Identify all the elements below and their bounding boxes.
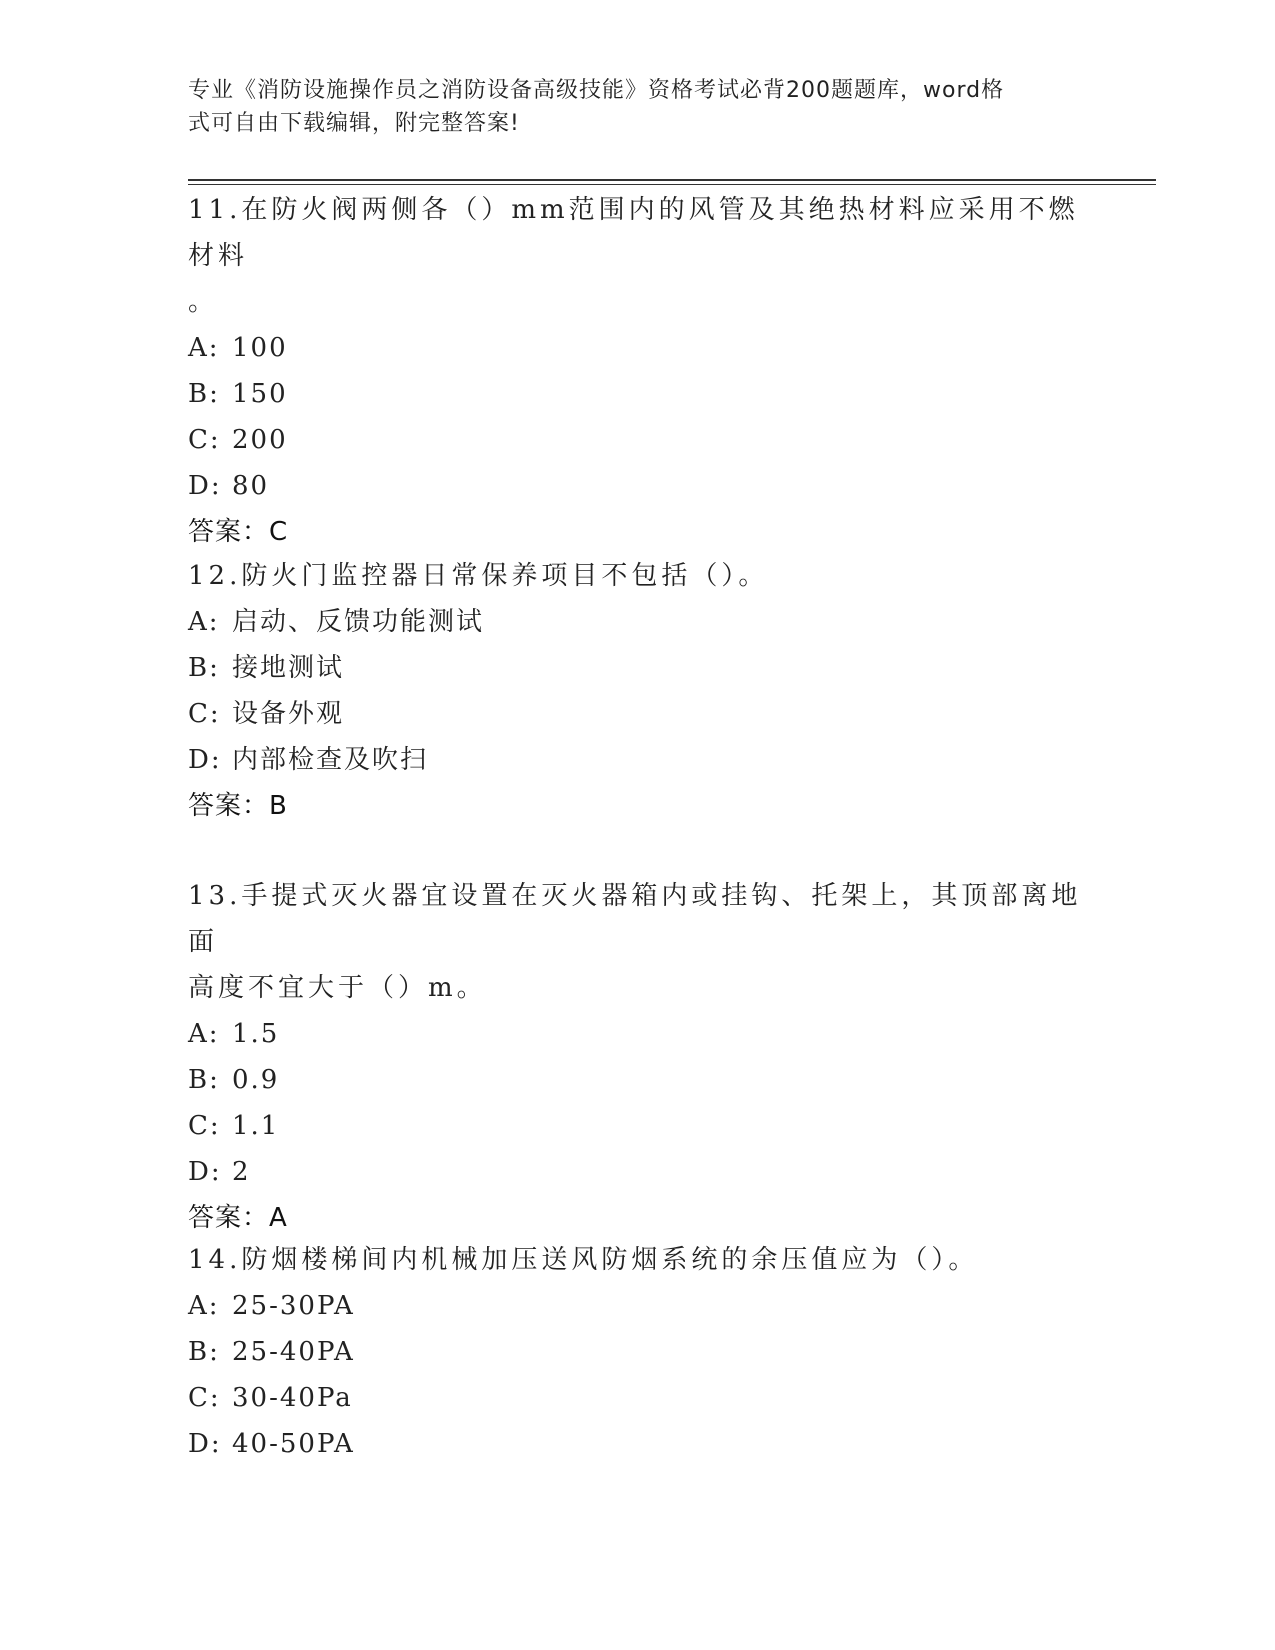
- header-line-1: 专业《消防设施操作员之消防设备高级技能》资格考试必背200题题库，word格: [188, 78, 1005, 103]
- option-letter: C:: [188, 1383, 221, 1413]
- option-text: 30-40Pa: [232, 1383, 353, 1413]
- option-c: [188, 1375, 1088, 1421]
- option-letter: C:: [188, 425, 221, 455]
- option-b: [188, 371, 1088, 417]
- option-text: 40-50PA: [232, 1429, 355, 1459]
- option-text: 100: [232, 333, 288, 363]
- option-letter: B:: [188, 379, 220, 409]
- option-letter: A:: [188, 607, 220, 637]
- question-12: [188, 553, 1088, 829]
- option-d: [188, 463, 1088, 509]
- question-14: [188, 1237, 1088, 1467]
- option-text: 25-30PA: [232, 1291, 355, 1321]
- question-11: [188, 187, 1088, 555]
- option-text: 1.1: [232, 1111, 280, 1141]
- question-text-line-1: 13.手提式灭火器宜设置在灭火器箱内或挂钩、托架上，其顶部离地面: [188, 881, 1082, 957]
- option-d: [188, 737, 1088, 783]
- option-d: [188, 1149, 1088, 1195]
- option-text: 80: [232, 471, 270, 501]
- answer-line: 答案：B: [188, 791, 288, 821]
- option-text: 设备外观: [232, 699, 345, 729]
- option-c: [188, 417, 1088, 463]
- option-letter: D:: [188, 745, 222, 775]
- option-text: 内部检查及吹扫: [232, 745, 429, 775]
- option-letter: B:: [188, 653, 220, 683]
- option-letter: A:: [188, 1291, 220, 1321]
- option-letter: A:: [188, 333, 220, 363]
- option-a: [188, 1011, 1088, 1057]
- option-text: 0.9: [232, 1065, 280, 1095]
- option-letter: D:: [188, 1429, 222, 1459]
- option-text: 200: [232, 425, 288, 455]
- header-line-2: 式可自由下载编辑，附完整答案!: [188, 111, 520, 136]
- option-text: 启动、反馈功能测试: [232, 607, 485, 637]
- option-b: [188, 645, 1088, 691]
- option-text: 1.5: [232, 1019, 280, 1049]
- header-divider-thick: [188, 179, 1156, 181]
- question-text-line-1: 11.在防火阀两侧各（）mm范围内的风管及其绝热材料应采用不燃材料: [188, 195, 1079, 271]
- option-letter: D:: [188, 1157, 222, 1187]
- question-13: [188, 873, 1088, 1241]
- option-c: [188, 1103, 1088, 1149]
- option-text: 25-40PA: [232, 1337, 355, 1367]
- option-letter: A:: [188, 1019, 220, 1049]
- option-letter: C:: [188, 699, 221, 729]
- question-text-line-2: 高度不宜大于（）m。: [188, 973, 487, 1003]
- option-letter: B:: [188, 1065, 220, 1095]
- option-a: [188, 599, 1088, 645]
- option-d: [188, 1421, 1088, 1467]
- option-letter: B:: [188, 1337, 220, 1367]
- question-text-line-1: 14.防烟楼梯间内机械加压送风防烟系统的余压值应为（）。: [188, 1245, 979, 1275]
- option-text: 150: [232, 379, 288, 409]
- option-a: [188, 1283, 1088, 1329]
- option-text: 2: [232, 1157, 251, 1187]
- option-letter: D:: [188, 471, 222, 501]
- answer-line: 答案：C: [188, 517, 289, 547]
- answer-line: 答案：A: [188, 1203, 288, 1233]
- option-b: [188, 1057, 1088, 1103]
- option-a: [188, 325, 1088, 371]
- header-divider-thin: [188, 184, 1156, 185]
- option-b: [188, 1329, 1088, 1375]
- option-text: 接地测试: [232, 653, 345, 683]
- question-text-line-1: 12.防火门监控器日常保养项目不包括（）。: [188, 561, 769, 591]
- question-text-line-2: 。: [188, 287, 219, 317]
- option-letter: C:: [188, 1111, 221, 1141]
- document-header: [188, 74, 1068, 140]
- option-c: [188, 691, 1088, 737]
